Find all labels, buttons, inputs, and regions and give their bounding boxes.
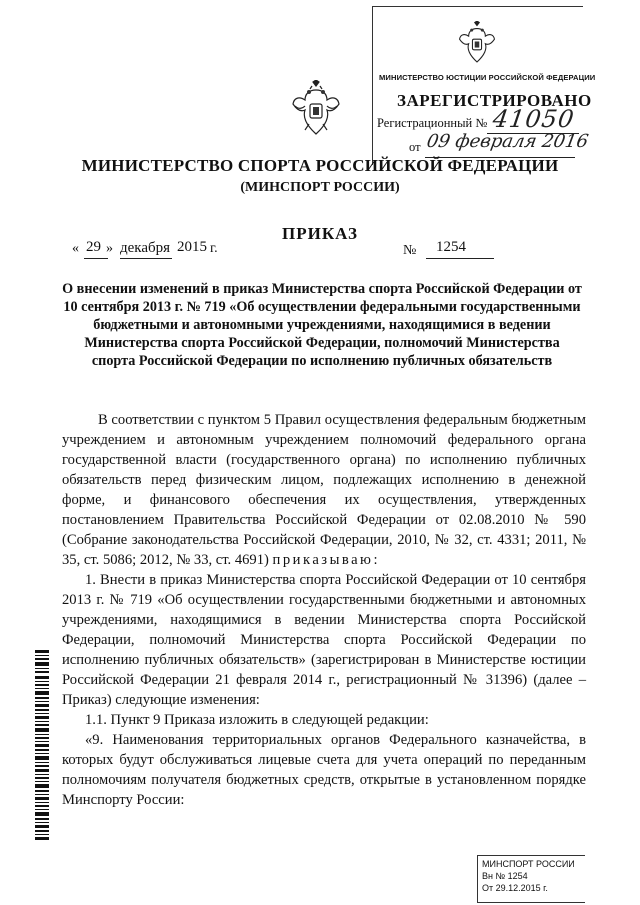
order-body bbox=[62, 410, 586, 810]
preamble-text: В соответствии с пунктом 5 Правил осуществления федеральным бюджетным учреждением и автономным учреждением полномочий федерального органа государственной власти (государственного органа) по исполнению публичных обязательств перед физическим лицом, подлежащих исполнению в денежной форме, и финансового обеспечения их осуществления, утвержденных постановлением Правительства Российской Федерации от 02.08.2010 № 590 (Собрание законодательства Российской Федерации, 2010, № 32, ст. 4331; 2011, № 35, ст. 5086; 2012, № 33, ст. 4691) bbox=[62, 412, 586, 568]
stamp-date-value: 09 февраля 2016 bbox=[425, 131, 590, 152]
date-open-quote: « bbox=[72, 241, 79, 256]
body-paragraph-preamble bbox=[62, 410, 586, 570]
stamp-number-label: Регистрационный № bbox=[377, 116, 488, 130]
stamp-date-label: от bbox=[409, 140, 421, 154]
order-number-label: № bbox=[403, 243, 417, 258]
stamp-ministry-name: МИНИСТЕРСТВО ЮСТИЦИИ РОССИЙСКОЙ ФЕДЕРАЦИИ bbox=[379, 73, 596, 82]
stamp-number-value: 41050 bbox=[491, 105, 577, 133]
date-month-underline bbox=[120, 258, 172, 259]
ministry-short-name: (МИНСПОРТ РОССИИ) bbox=[240, 180, 400, 195]
order-heading: ПРИКАЗ bbox=[282, 224, 358, 243]
incoming-stamp-organization: МИНСПОРТ РОССИИ bbox=[482, 859, 575, 869]
date-day-underline bbox=[84, 258, 108, 259]
body-paragraph-item-1: 1. Внести в приказ Министерства спорта Российской Федерации от 10 сентября 2013 г. № 719 «Об осуществлении государственными бюджетными и автономных учреждениями, находящимися в ведении Министерства спорта Российской Федерации, полномочий Министерства спорта Российской Федерации по исполнению публичных обязательств» (зарегистрирован в Министерстве юстиции Российской Федерации 21 февраля 2014 г., регистрационный № 31396) (далее – Приказ) следующие изменения: bbox=[62, 572, 586, 708]
incoming-stamp-date: От 29.12.2015 г. bbox=[482, 883, 548, 893]
coat-of-arms-emblem bbox=[291, 80, 341, 138]
ministry-name: МИНИСТЕРСТВО СПОРТА РОССИЙСКОЙ ФЕДЕРАЦИИ bbox=[81, 156, 559, 175]
date-year: 2015 bbox=[177, 239, 207, 255]
order-number-underline bbox=[426, 258, 494, 259]
body-paragraph-item-9: «9. Наименования территориальных органов Федерального казначейства, в которых будут обслуживаться лицевые счета для учета операций по переданным полномочиям получателя бюджетных средств, открытые в установленном порядке Минспорту России: bbox=[62, 732, 586, 808]
incoming-registration-stamp bbox=[477, 855, 585, 903]
stamp-title: ЗАРЕГИСТРИРОВАНО bbox=[397, 91, 592, 110]
body-paragraph-item-1-1: 1.1. Пункт 9 Приказа изложить в следующей редакции: bbox=[85, 712, 429, 728]
order-number: 1254 bbox=[436, 239, 466, 255]
date-day: 29 bbox=[86, 239, 101, 255]
registration-stamp bbox=[372, 6, 596, 165]
date-year-suffix: г. bbox=[210, 241, 218, 256]
command-word: приказываю: bbox=[272, 552, 381, 568]
stamp-coat-of-arms-emblem bbox=[458, 21, 496, 65]
incoming-stamp-number: Вн № 1254 bbox=[482, 871, 528, 881]
date-close-quote: » bbox=[106, 241, 113, 256]
barcode bbox=[35, 650, 49, 840]
date-month: декабря bbox=[120, 240, 171, 256]
order-title: О внесении изменений в приказ Министерства спорта Российской Федерации от 10 сентября 2013 г. № 719 «Об осуществлении федеральными государственными бюджетными и автономными учреждениями, находящимися в ведении Министерства спорта Российской Федерации, полномочий Министерства спорта Российской Федерации по исполнению публичных обязательств bbox=[62, 281, 582, 369]
